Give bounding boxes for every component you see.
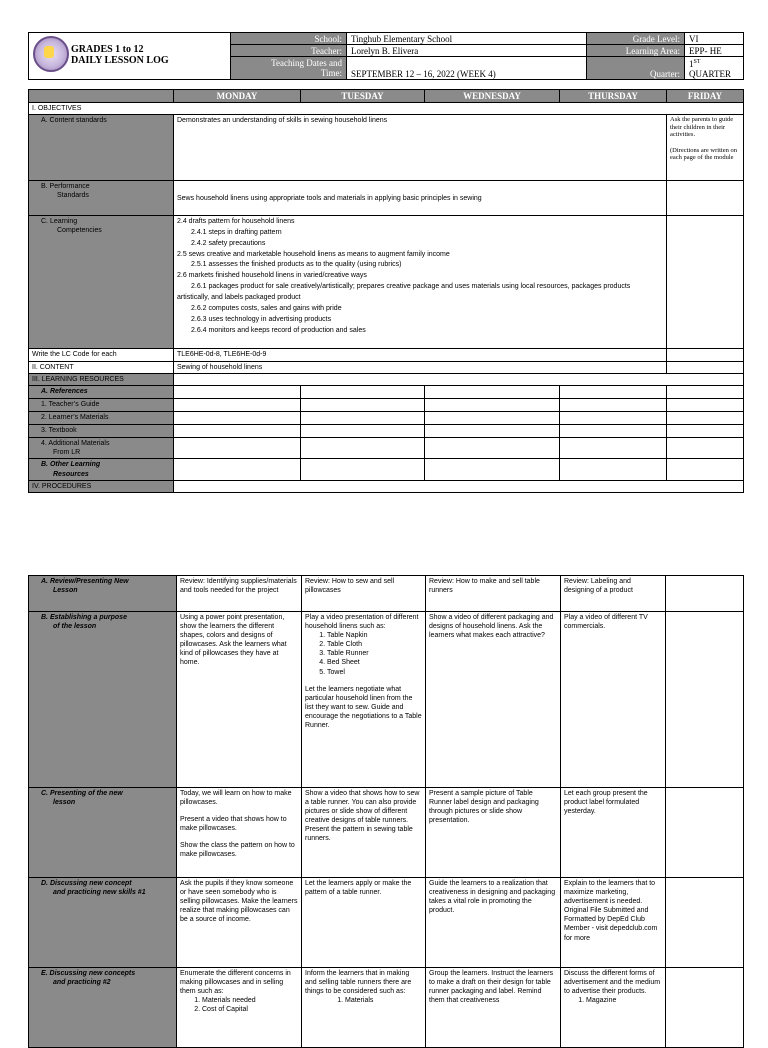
cell-empty [301, 412, 425, 425]
day-header-monday: MONDAY [174, 90, 301, 103]
presenting-monday [177, 788, 302, 878]
purpose-wednesday: Show a video of different packaging and designs of household linens. Ask the learners what makes each attractive? [426, 612, 561, 788]
performance-standards-value: Sews household linens using appropriate tools and materials in applying basic principles in sewing [174, 181, 667, 216]
purpose-friday [666, 612, 744, 788]
list-item: 1. Materials needed [202, 996, 298, 1005]
discussing-2-label-1: E. Discussing new concepts [41, 970, 136, 977]
cell-empty [667, 399, 744, 412]
cell-empty [425, 459, 560, 480]
review-wednesday: Review: How to make and sell table runners [426, 576, 561, 612]
perf-label-1: B. Performance [41, 183, 90, 191]
list-item: 4. Bed Sheet [327, 658, 422, 667]
discussing-2-label [29, 968, 177, 1048]
linens-list [305, 631, 422, 676]
cell-empty [425, 425, 560, 438]
day-header-thursday: THURSDAY [560, 90, 667, 103]
objectives-heading: I. OBJECTIVES [29, 103, 744, 115]
resources-blank [174, 374, 744, 386]
teacher-label: Teacher: [231, 45, 347, 57]
lc-item: 2.6.2 computes costs, sales and gains with pride [191, 304, 342, 312]
discussing-2-friday [666, 968, 744, 1048]
cell-empty [174, 386, 301, 399]
discussing-1-tuesday: Let the learners apply or make the pattern of a table runner. [302, 878, 426, 968]
school-label: School: [231, 33, 347, 45]
discussing-2-monday [177, 968, 302, 1048]
list-item: 5. Towel [327, 668, 422, 677]
perf-friday [667, 181, 744, 216]
lc-item: 2.4 drafts pattern for household linens [177, 218, 295, 226]
logo-cell [29, 33, 231, 80]
purpose-monday: Using a power point presentation, show the learners the different shapes, colors and designs of pillowcases. Ask the learners what kind of pillowcases they have at home. [177, 612, 302, 788]
lc-item: 2.5 sews creative and marketable household linens as means to augment family income [177, 250, 450, 258]
textbook-label: 3. Textbook [29, 425, 174, 438]
log-title-line1: GRADES 1 to 12 [71, 44, 144, 55]
cell-empty [301, 459, 425, 480]
cell-empty [174, 459, 301, 480]
cell-empty [560, 438, 667, 459]
discussing-2-label-2: and practicing #2 [53, 979, 111, 987]
cell-empty [560, 425, 667, 438]
purpose-tuesday-intro: Play a video presentation of different household linens such as: [305, 614, 419, 631]
area-label: Learning Area: [587, 45, 685, 57]
cell-empty [174, 399, 301, 412]
lc-item: 2.4.1 steps in drafting pattern [191, 228, 282, 236]
procedures-blank [174, 480, 744, 492]
discussing-1-friday [666, 878, 744, 968]
content-label: II. CONTENT [29, 362, 174, 374]
friday-note-2: (Directions are written on each page of the module [670, 146, 737, 161]
review-label [29, 576, 177, 612]
presenting-monday-3: Show the class the pattern on how to make pillowcases. [180, 842, 295, 859]
day-header-friday: FRIDAY [667, 90, 744, 103]
day-header-tuesday: TUESDAY [301, 90, 425, 103]
considerations-list [305, 996, 422, 1005]
references-label: A. References [29, 386, 174, 399]
objectives-table [28, 89, 744, 493]
teacher-value: Lorelyn B. Elivera [347, 45, 587, 57]
friday-note-1: Ask the parents to guide their children in their activities. [670, 116, 734, 139]
purpose-tuesday [302, 612, 426, 788]
discussing-1-wednesday: Guide the learners to a realization that creativeness in designing and packaging takes a vital role in promoting the product. [426, 878, 561, 968]
lc-item: 2.6 markets finished household linens in varied/creative ways [177, 272, 367, 280]
quarter-value [685, 57, 744, 80]
quarter-word: QUARTER [689, 69, 731, 79]
review-label-1: A. Review/Presenting New [41, 578, 129, 585]
discussing-1-label-1: D. Discussing new concept [41, 880, 132, 887]
log-title-line2: DAILY LESSON LOG [71, 55, 169, 66]
cell-empty [560, 386, 667, 399]
grade-value: VI [685, 33, 744, 45]
day-header-wednesday: WEDNESDAY [425, 90, 560, 103]
other-resources-line2: Resources [53, 470, 89, 478]
list-item: 1. Table Napkin [327, 631, 422, 640]
dates-label-line1: Teaching Dates and [271, 58, 342, 68]
list-item: 1. Materials [345, 996, 422, 1005]
other-resources-line1: B. Other Learning [41, 461, 101, 469]
cell-empty [425, 412, 560, 425]
competencies-value [174, 216, 667, 349]
competencies-label [29, 216, 174, 349]
review-tuesday: Review: How to sew and sell pillowcases [302, 576, 426, 612]
cell-empty [667, 386, 744, 399]
additional-materials-label [29, 438, 174, 459]
cell-empty [560, 412, 667, 425]
list-item: 2. Cost of Capital [202, 1005, 298, 1014]
review-monday: Review: Identifying supplies/materials and tools needed for the project [177, 576, 302, 612]
discussing-2-thursday-intro: Discuss the different forms of advertisement and the medium to advertise their products. [564, 970, 661, 996]
lc-friday [667, 216, 744, 349]
cell-empty [301, 425, 425, 438]
discussing-1-thursday: Explain to the learners that to maximize marketing, advertisement is needed. Original File Submitted and Formatted by DepEd Club Member - visit depedclub.com for more [561, 878, 666, 968]
cell-empty [667, 459, 744, 480]
content-value: Sewing of household linens [174, 362, 667, 374]
advertising-list [564, 996, 662, 1005]
performance-standards-label [29, 181, 174, 216]
list-item: 3. Table Runner [327, 649, 422, 658]
procedures-table [28, 575, 744, 1048]
cell-empty [425, 399, 560, 412]
presenting-monday-1: Today, we will learn on how to make pillowcases. [180, 790, 292, 807]
lc-code-value: TLE6HE-0d-8, TLE6HE-0d-9 [174, 349, 667, 362]
cell-empty [560, 399, 667, 412]
cell-empty [301, 399, 425, 412]
dates-value: SEPTEMBER 12 – 16, 2022 (WEEK 4) [347, 57, 587, 80]
cell-empty [301, 438, 425, 459]
day-header-blank [29, 90, 174, 103]
teachers-guide-label: 1. Teacher’s Guide [29, 399, 174, 412]
concerns-list [180, 996, 298, 1014]
cell-empty [174, 412, 301, 425]
quarter-num: 1 [689, 59, 694, 69]
purpose-label-2: of the lesson [53, 623, 97, 631]
review-friday [666, 576, 744, 612]
dates-label-line2: Time: [320, 68, 342, 78]
quarter-sup: ST [693, 59, 701, 65]
discussing-1-label-2: and practicing new skills #1 [53, 889, 146, 897]
dates-label [231, 57, 347, 80]
discussing-1-label [29, 878, 177, 968]
school-value: Tinghub Elementary School [347, 33, 587, 45]
presenting-label [29, 788, 177, 878]
procedures-label: IV. PROCEDURES [29, 480, 174, 492]
list-item: 2. Table Cloth [327, 640, 422, 649]
learners-materials-label: 2. Learner’s Materials [29, 412, 174, 425]
lc-label-2: Competencies [57, 227, 102, 235]
presenting-thursday: Let each group present the product label formulated yesterday. [561, 788, 666, 878]
purpose-thursday: Play a video of different TV commercials. [561, 612, 666, 788]
cell-empty [174, 425, 301, 438]
discussing-2-monday-intro: Enumerate the different concerns in making pillowcases and in selling them such as: [180, 970, 291, 996]
resources-label: III. LEARNING RESOURCES [29, 374, 174, 386]
lc-item: 2.6.4 monitors and keeps record of production and sales [191, 326, 366, 334]
lc-code-friday [667, 349, 744, 362]
cell-empty [667, 425, 744, 438]
quarter-label: Quarter: [587, 57, 685, 80]
presenting-label-2: lesson [53, 799, 76, 807]
content-standards-value: Demonstrates an understanding of skills in sewing household linens [174, 115, 667, 181]
cell-empty [667, 438, 744, 459]
grade-label: Grade Level: [587, 33, 685, 45]
cell-empty [174, 438, 301, 459]
presenting-tuesday: Show a video that shows how to sew a table runner. You can also provide pictures or slide show of different creative designs of table runners. Present the pattern in sewing table runners. [302, 788, 426, 878]
discussing-1-monday: Ask the pupils if they know someone or have seen somebody who is selling pillowcases. Make the learners realize that making pillowcases can be a source of income. [177, 878, 302, 968]
presenting-wednesday: Present a sample picture of Table Runner label design and packaging through pictures or slide show presentation. [426, 788, 561, 878]
lc-item: 2.4.2 safety precautions [191, 239, 266, 247]
discussing-2-wednesday: Group the learners. Instruct the learners to make a draft on their design for table runner packaging and label. Remind them that creativeness [426, 968, 561, 1048]
content-friday [667, 362, 744, 374]
cell-empty [425, 438, 560, 459]
log-title [71, 44, 169, 66]
discussing-2-tuesday-intro: Inform the learners that in making and selling table runners there are things to be considered such as: [305, 970, 412, 996]
lc-item: 2.5.1 assesses the finished products as to the quality (using rubrics) [191, 261, 402, 269]
lc-item: 2.6.1 packages product for sale creatively/artistically; prepares creative package and uses materials using local resources, packages products artistically, and labels packaged product [177, 283, 631, 301]
additional-materials-line2: From LR [53, 449, 81, 457]
additional-materials-line1: 4. Additional Materials [41, 440, 110, 448]
purpose-label-1: B. Establishing a purpose [41, 614, 127, 621]
lc-code-label: Write the LC Code for each [29, 349, 174, 362]
cell-empty [301, 386, 425, 399]
discussing-2-thursday [561, 968, 666, 1048]
friday-note [667, 115, 744, 181]
perf-label-2: Standards [57, 192, 89, 200]
presenting-label-1: C. Presenting of the new [41, 790, 123, 797]
lc-item: 2.6.3 uses technology in advertising products [191, 315, 332, 323]
presenting-monday-2: Present a video that shows how to make pillowcases. [180, 816, 287, 833]
discussing-2-tuesday [302, 968, 426, 1048]
purpose-label [29, 612, 177, 788]
deped-seal-icon [33, 36, 69, 72]
presenting-friday [666, 788, 744, 878]
area-value: EPP- HE [685, 45, 744, 57]
content-standards-label: A. Content standards [29, 115, 174, 181]
lc-label-1: C. Learning [41, 218, 78, 226]
other-resources-label [29, 459, 174, 480]
purpose-tuesday-after: Let the learners negotiate what particular household linen from the list they want to sew. Guide and encourage the negotiations to a Table Runner. [305, 685, 422, 730]
header-table [28, 32, 744, 80]
cell-empty [425, 386, 560, 399]
cell-empty [560, 459, 667, 480]
list-item: 1. Magazine [586, 996, 662, 1005]
review-thursday: Review: Labeling and designing of a product [561, 576, 666, 612]
review-label-2: Lesson [53, 587, 78, 595]
cell-empty [667, 412, 744, 425]
